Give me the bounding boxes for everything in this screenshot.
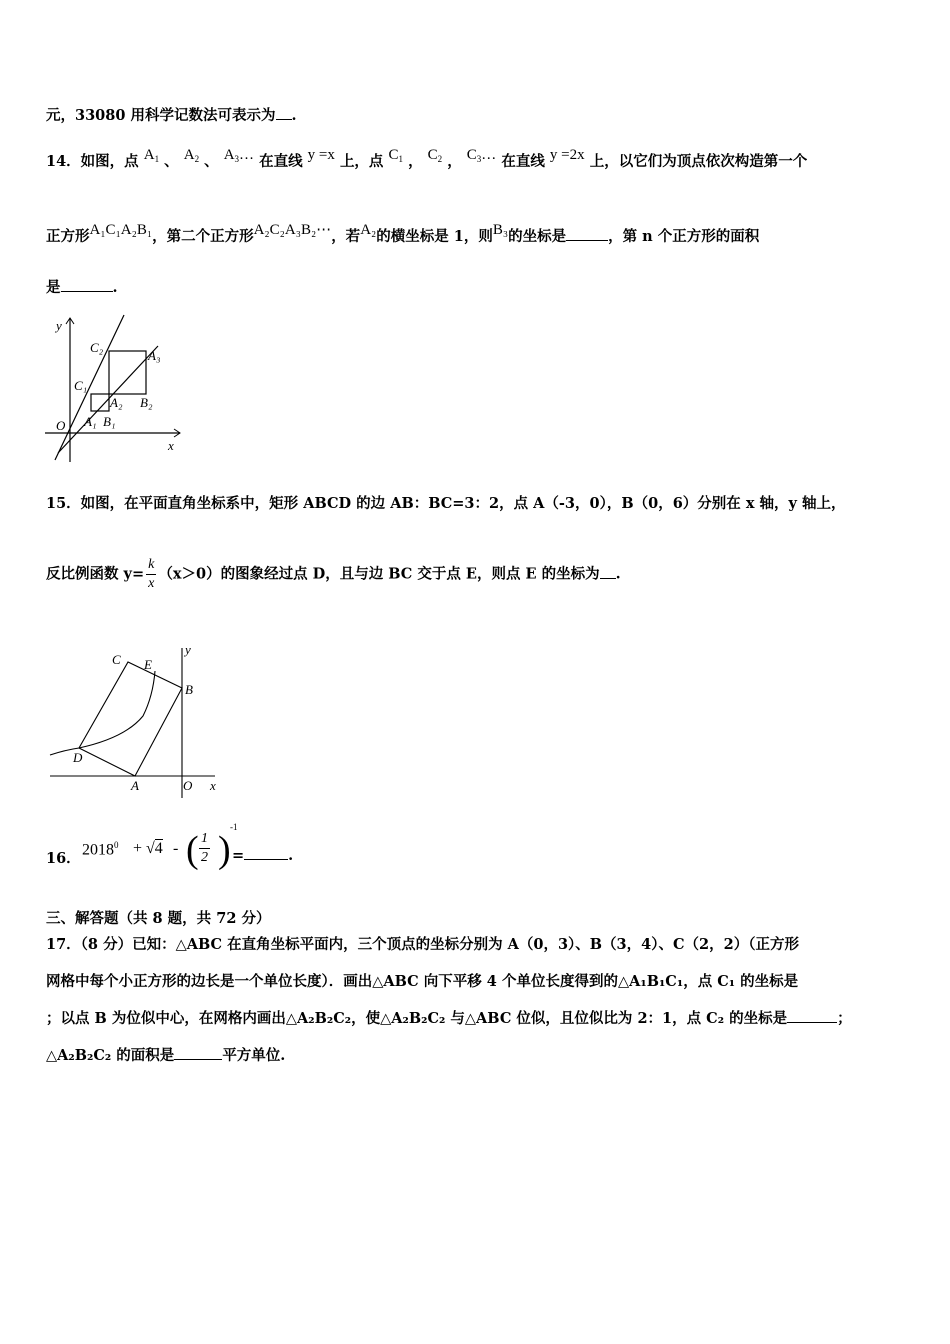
label-E: E <box>144 657 152 672</box>
label-B1: B₁ <box>103 414 116 429</box>
label-D: D <box>73 750 83 765</box>
year-term: 2018$^0$ <box>82 840 119 859</box>
fraction-k-over-x: $\frac{k}{x}$ <box>148 557 155 591</box>
point-A3: $A_3\dots$ <box>223 147 255 164</box>
square-1: A₁C₁A₂B₁ <box>89 222 153 238</box>
label-C1: C₁ <box>74 378 88 393</box>
answer-blank <box>61 279 113 292</box>
point-A1: $A_1$ <box>143 147 160 164</box>
section-heading: 三、解答题（共 8 题，共 72 分） <box>46 910 271 927</box>
q17-line2: 网格中每个小正方形的边长是一个单位长度）．画出△ABC 向下平移 4 个单位长度得到的△A₁B₁C₁，点 C₁ 的坐标是 <box>46 973 799 990</box>
label-A2: A₂ <box>110 395 123 410</box>
label-B2: B₂ <box>140 395 153 410</box>
label-y: y <box>185 642 191 657</box>
equation-y-x: y =x <box>307 147 335 163</box>
q17-line4: △A₂B₂C₂ 的面积是 平方单位. <box>46 1047 286 1064</box>
answer-blank <box>276 107 292 120</box>
answer-blank <box>600 566 616 579</box>
q14-figure <box>40 310 190 470</box>
label-B: B <box>185 682 193 697</box>
label-x: x <box>210 778 216 793</box>
q15-line1: 15．如图，在平面直角坐标系中，矩形 ABCD 的边 AB：BC=3：2，点 A（-3，0），B（0，6）分别在 x 轴，y 轴上， <box>46 495 846 512</box>
label-A: A <box>131 778 139 793</box>
q17-line3: ；以点 B 为位似中心，在网格内画出△A₂B₂C₂，使△A₂B₂C₂ 与△ABC 位似，且位似比为 2：1，点 C₂ 的坐标是 ； <box>46 1010 852 1027</box>
point-C1: $C_1$ <box>388 147 404 164</box>
answer-blank <box>174 1047 222 1060</box>
q13-tail: 元，33080 用科学记数法可表示为 . <box>46 107 297 124</box>
point-B3-ref: B₃ <box>492 222 509 238</box>
label-C2: C₂ <box>90 340 104 355</box>
q14-line1: 14．如图，点 $A_1$ 、 $A_2$ 、 $A_3\dots$ 在直线 y =x 上，点 $C_1$ ， $C_2$ ， $C_3\dots$ 在直线 y =2x 上，以它们为顶点依次构造第一个 <box>46 147 808 170</box>
square-2: A₂C₂A₃B₂⋯ <box>253 222 332 238</box>
q17-line1: 17．（8 分）已知：△ABC 在直角坐标平面内，三个顶点的坐标分别为 A（0，3）、B（3，4）、C（2，2）（正方形 <box>46 936 799 953</box>
sqrt-term: √4 <box>146 840 163 857</box>
label-O: O <box>56 418 66 433</box>
equation-y-2x: y =2x <box>549 147 585 163</box>
point-C3: $C_3\dots$ <box>466 147 497 164</box>
q15-line2: 反比例函数 y= $\frac{k}{x}$ （x＞0）的图象经过点 D，且与边 BC 交于点 E，则点 E 的坐标为 . <box>46 557 621 591</box>
square-2-shape <box>109 351 146 394</box>
rectangle-abcd <box>79 662 182 776</box>
q15-figure <box>45 640 230 805</box>
fraction-one-half: $\frac{1}{2}$ <box>201 831 208 865</box>
q14-line2: 正方形A₁C₁A₂B₁，第二个正方形A₂C₂A₃B₂⋯，若A₂的横坐标是 1，则B₃的坐标是 ，第 n 个正方形的面积 <box>46 222 760 245</box>
label-A1: A₁ <box>84 414 97 429</box>
point-C2: $C_2$ <box>427 147 443 164</box>
label-y: y <box>56 318 62 333</box>
label-A3: A₃ <box>148 348 161 363</box>
point-A2: $A_2$ <box>183 147 200 164</box>
label-O: O <box>183 778 193 793</box>
q14-line3: 是 . <box>46 279 118 296</box>
line-y-2x <box>55 315 124 460</box>
label-x: x <box>168 438 174 453</box>
answer-blank <box>566 228 608 241</box>
answer-blank <box>787 1010 837 1023</box>
hyperbola-curve <box>50 671 155 755</box>
point-A2-ref: A₂ <box>360 222 377 238</box>
answer-blank <box>244 847 288 860</box>
label-C: C <box>112 652 121 667</box>
